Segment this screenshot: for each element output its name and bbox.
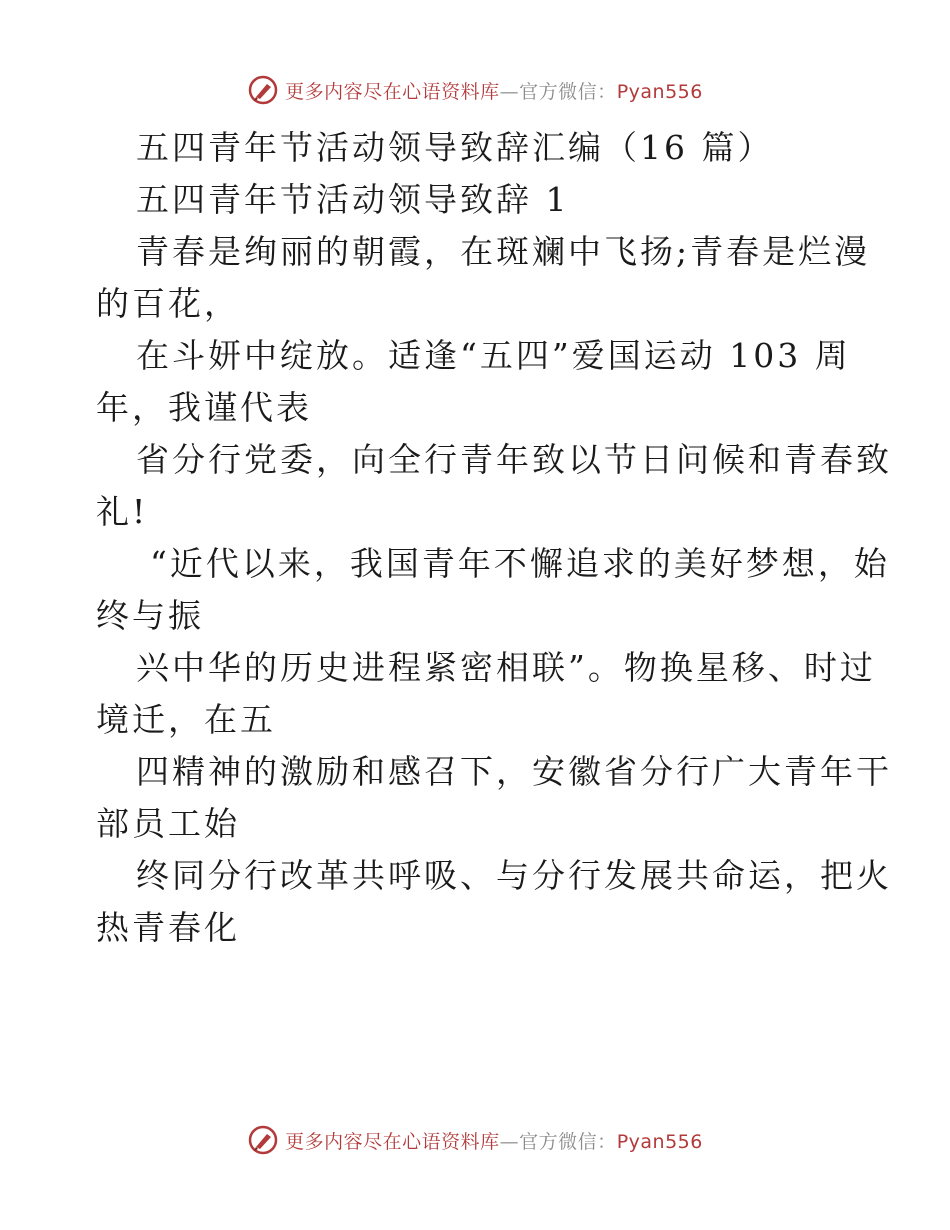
header-banner <box>0 70 950 110</box>
paragraph-line: 部员工始 <box>96 804 240 843</box>
document-title: 五四青年节活动领导致辞汇编（16 篇） <box>136 128 774 167</box>
paragraph-line: 境迁，在五 <box>96 700 276 739</box>
banner-label: 官方微信： <box>519 80 617 103</box>
footer-banner <box>0 1120 950 1160</box>
banner-main-text: 更多内容尽在心语资料库 <box>285 80 500 103</box>
banner-text <box>285 1127 703 1154</box>
banner-main-text: 更多内容尽在心语资料库 <box>285 1130 500 1153</box>
banner-dash: — <box>499 80 520 103</box>
paragraph-line: 终同分行改革共呼吸、与分行发展共命运，把火 <box>136 856 892 895</box>
paragraph-line: 青春是绚丽的朝霞，在斑斓中飞扬;青春是烂漫 <box>136 232 871 271</box>
paragraph-line: “近代以来，我国青年不懈追求的美好梦想，始 <box>150 544 890 583</box>
paragraph-line: 年，我谨代表 <box>96 388 312 427</box>
paragraph-line: 热青春化 <box>96 908 240 947</box>
banner-wechat-id: Pyan556 <box>616 1130 703 1153</box>
paragraph-line: 终与振 <box>96 596 204 635</box>
banner-text <box>285 77 703 104</box>
paragraph-line: 的百花， <box>96 284 240 323</box>
pen-logo-icon <box>247 74 279 106</box>
paragraph-line: 在斗妍中绽放。适逢“五四”爱国运动 103 周 <box>136 336 851 375</box>
pen-logo-icon <box>247 1124 279 1156</box>
banner-wechat-id: Pyan556 <box>616 80 703 103</box>
paragraph-line: 省分行党委，向全行青年致以节日问候和青春致 <box>136 440 892 479</box>
paragraph-line: 四精神的激励和感召下，安徽省分行广大青年干 <box>136 752 892 791</box>
paragraph-line: 礼! <box>96 492 149 531</box>
document-body <box>96 122 892 954</box>
banner-dash: — <box>499 1130 520 1153</box>
section-heading: 五四青年节活动领导致辞 1 <box>136 180 570 219</box>
banner-label: 官方微信： <box>519 1130 617 1153</box>
paragraph-line: 兴中华的历史进程紧密相联”。物换星移、时过 <box>136 648 876 687</box>
